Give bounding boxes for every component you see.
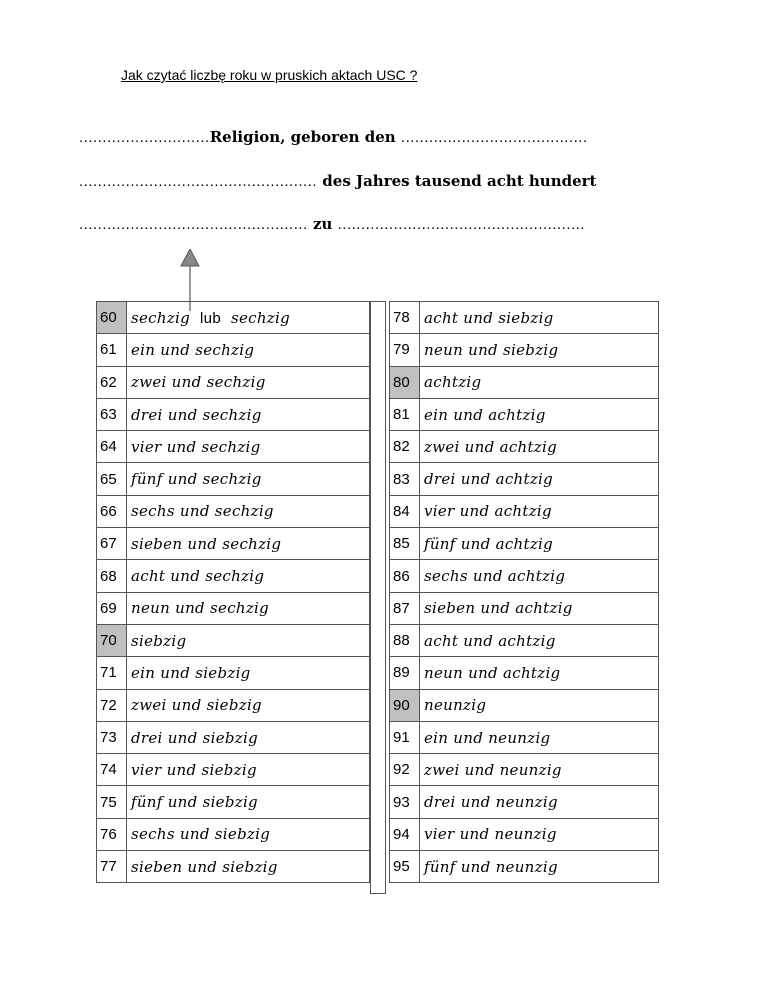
number-word: zwei und achtzig (424, 437, 558, 456)
number-word: zwei und sechzig (131, 373, 266, 392)
table-row (390, 657, 659, 689)
table-row (390, 818, 659, 850)
row-word (127, 851, 370, 883)
row-word (127, 592, 370, 624)
table-row (97, 495, 370, 527)
number-word: neun und achtzig (424, 663, 561, 682)
row-word (127, 528, 370, 560)
row-word (420, 851, 659, 883)
number-word: ein und sechzig (131, 340, 255, 359)
row-word (127, 657, 370, 689)
row-number: 62 (97, 366, 127, 398)
table-row (390, 721, 659, 753)
table-row (97, 592, 370, 624)
number-word: ein und achtzig (424, 405, 546, 424)
number-word: sechs und achtzig (424, 567, 566, 586)
table-row (390, 689, 659, 721)
row-number: 89 (390, 657, 420, 689)
row-number: 79 (390, 334, 420, 366)
row-word (420, 366, 659, 398)
row-word (420, 334, 659, 366)
row-word (127, 721, 370, 753)
row-number: 64 (97, 431, 127, 463)
row-number: 66 (97, 495, 127, 527)
table-row (390, 366, 659, 398)
blank-field: ..................................................... (337, 216, 586, 233)
row-number: 74 (97, 754, 127, 786)
table-row (97, 754, 370, 786)
table-row (390, 398, 659, 430)
row-word (127, 689, 370, 721)
row-number: 68 (97, 560, 127, 592)
number-word: drei und siebzig (131, 728, 258, 747)
table-row (97, 398, 370, 430)
number-word: siebzig (131, 631, 187, 650)
table-row (97, 334, 370, 366)
row-number: 73 (97, 721, 127, 753)
row-word (420, 528, 659, 560)
row-number: 75 (97, 786, 127, 818)
number-word: drei und sechzig (131, 405, 262, 424)
row-word (420, 624, 659, 656)
row-word (127, 334, 370, 366)
number-word: vier und achtzig (424, 502, 552, 521)
table-row (97, 818, 370, 850)
table-row (97, 463, 370, 495)
row-number: 88 (390, 624, 420, 656)
number-word: fünf und neunzig (424, 857, 558, 876)
row-number: 77 (97, 851, 127, 883)
row-word (420, 398, 659, 430)
number-word: sieben und siebzig (131, 857, 278, 876)
number-word: drei und neunzig (424, 793, 558, 812)
number-word: drei und achtzig (424, 470, 554, 489)
number-word-alt: sechzig (230, 308, 291, 327)
table-row (390, 851, 659, 883)
row-word (420, 431, 659, 463)
number-word: fünf und sechzig (131, 470, 262, 489)
table-row (390, 528, 659, 560)
row-number: 78 (390, 302, 420, 334)
row-number: 76 (97, 818, 127, 850)
table-row (390, 754, 659, 786)
row-number: 85 (390, 528, 420, 560)
table-row (390, 560, 659, 592)
row-word (127, 302, 370, 334)
number-word: zwei und siebzig (131, 696, 262, 715)
alternative-label: lub (200, 309, 221, 327)
number-word: ein und siebzig (131, 663, 251, 682)
number-word: sechs und siebzig (131, 825, 271, 844)
table-row (97, 721, 370, 753)
row-number: 83 (390, 463, 420, 495)
row-number: 69 (97, 592, 127, 624)
table-row (390, 624, 659, 656)
number-word: acht und achtzig (424, 631, 556, 650)
blank-field: ................................................. (79, 216, 308, 233)
form-label-year: des Jahres tausend acht hundert (322, 172, 597, 190)
row-number: 84 (390, 495, 420, 527)
number-word: sieben und achtzig (424, 599, 573, 618)
row-number: 93 (390, 786, 420, 818)
form-line-place (79, 215, 586, 233)
blank-field: ................................................... (79, 173, 318, 190)
row-word (420, 721, 659, 753)
row-number: 81 (390, 398, 420, 430)
table-row (97, 431, 370, 463)
number-word: sieben und sechzig (131, 534, 282, 553)
row-number: 63 (97, 398, 127, 430)
table-row (97, 366, 370, 398)
row-number: 71 (97, 657, 127, 689)
row-number: 92 (390, 754, 420, 786)
row-number: 95 (390, 851, 420, 883)
row-word (420, 463, 659, 495)
row-word (127, 463, 370, 495)
row-number: 90 (390, 689, 420, 721)
table-row (390, 495, 659, 527)
row-number: 61 (97, 334, 127, 366)
row-number: 67 (97, 528, 127, 560)
row-word (127, 786, 370, 818)
row-word (420, 560, 659, 592)
form-label-religion: Religion, geboren den (209, 128, 396, 146)
number-word: vier und siebzig (131, 760, 257, 779)
row-word (127, 754, 370, 786)
number-word: neun und siebzig (424, 340, 559, 359)
table-row (97, 786, 370, 818)
row-number: 65 (97, 463, 127, 495)
table-row (97, 657, 370, 689)
table-row (97, 528, 370, 560)
number-word: neunzig (424, 696, 487, 715)
row-number: 94 (390, 818, 420, 850)
table-row (390, 786, 659, 818)
row-word (127, 366, 370, 398)
table-row (97, 689, 370, 721)
number-word: acht und siebzig (424, 308, 554, 327)
number-word: fünf und achtzig (424, 534, 554, 553)
blank-field: ............................ (79, 129, 210, 146)
row-number: 80 (390, 366, 420, 398)
table-row (390, 463, 659, 495)
number-word: acht und sechzig (131, 567, 265, 586)
table-row (97, 560, 370, 592)
blank-field: ........................................ (400, 129, 588, 146)
row-word (127, 495, 370, 527)
number-word: achtzig (424, 373, 482, 392)
number-word: vier und neunzig (424, 825, 557, 844)
table-row (390, 302, 659, 334)
form-line-religion (79, 128, 588, 146)
row-word (420, 689, 659, 721)
row-word (420, 818, 659, 850)
number-table-left (96, 301, 370, 883)
row-word (420, 592, 659, 624)
row-number: 87 (390, 592, 420, 624)
row-word (420, 302, 659, 334)
table-row (97, 302, 370, 334)
row-number: 91 (390, 721, 420, 753)
row-word (127, 560, 370, 592)
row-word (127, 431, 370, 463)
form-line-year (79, 172, 597, 190)
number-table-right (389, 301, 659, 883)
row-number: 82 (390, 431, 420, 463)
row-word (127, 624, 370, 656)
table-row (97, 851, 370, 883)
table-row (390, 431, 659, 463)
row-number: 72 (97, 689, 127, 721)
number-word: sechzig (131, 308, 191, 327)
row-number: 70 (97, 624, 127, 656)
form-label-zu: zu (312, 215, 333, 233)
page-title: Jak czytać liczbę roku w pruskich aktach USC ? (121, 67, 418, 83)
row-number: 86 (390, 560, 420, 592)
table-gap (370, 301, 386, 894)
row-number: 60 (97, 302, 127, 334)
number-word: neun und sechzig (131, 599, 270, 618)
number-word: sechs und sechzig (131, 502, 274, 521)
row-word (420, 786, 659, 818)
number-word: zwei und neunzig (424, 760, 562, 779)
row-word (420, 495, 659, 527)
table-row (390, 334, 659, 366)
table-row (97, 624, 370, 656)
number-word: ein und neunzig (424, 728, 551, 747)
table-row (390, 592, 659, 624)
row-word (127, 398, 370, 430)
number-word: fünf und siebzig (131, 793, 258, 812)
number-word: vier und sechzig (131, 437, 261, 456)
row-word (420, 754, 659, 786)
row-word (127, 818, 370, 850)
row-word (420, 657, 659, 689)
